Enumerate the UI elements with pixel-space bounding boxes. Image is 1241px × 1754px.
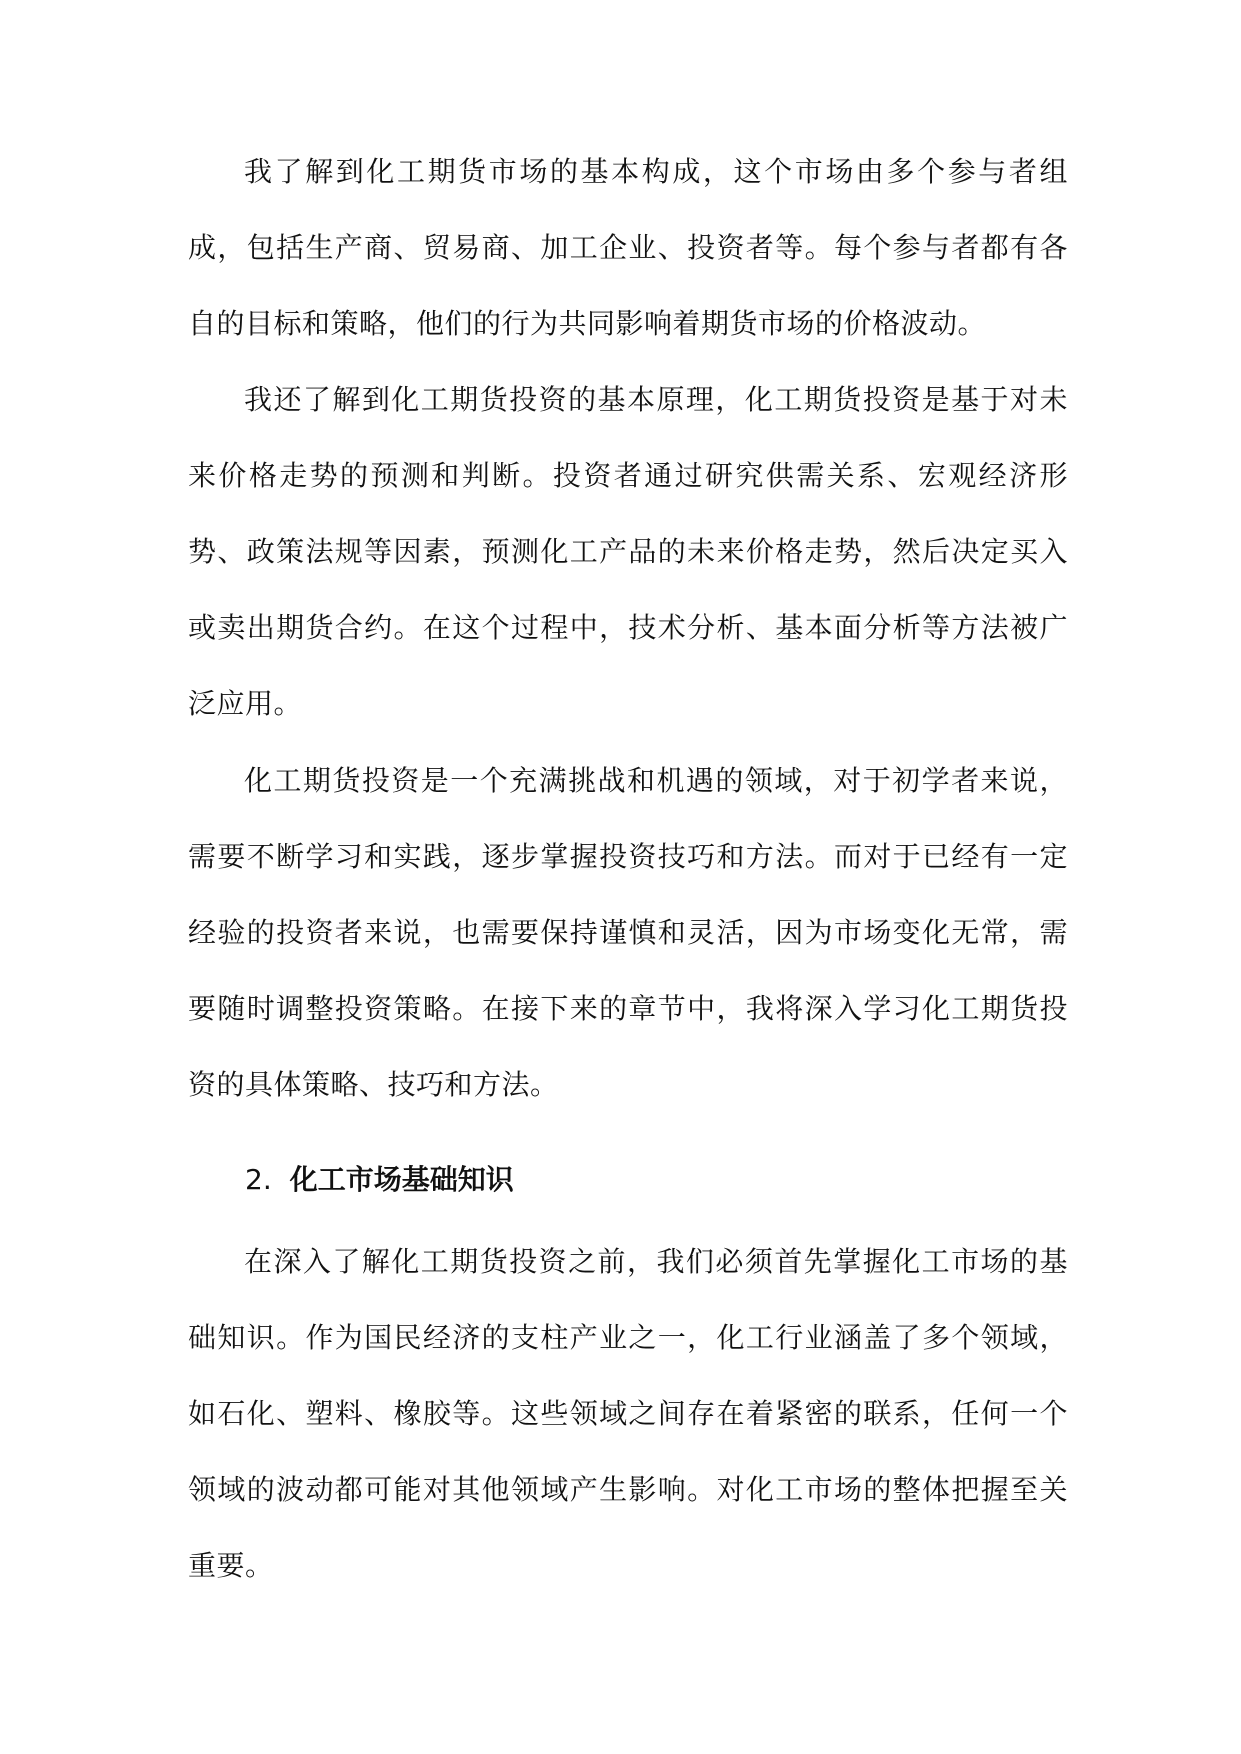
paragraph-challenges-opportunities: 化工期货投资是一个充满挑战和机遇的领域，对于初学者来说，需要不断学习和实践，逐步掌握投资技巧和方法。而对于已经有一定经验的投资者来说，也需要保持谨慎和灵活，因为市场变化无常，需要随时调整投资策略。在接下来的章节中，我将深入学习化工期货投资的具体策略、技巧和方法。	[188, 764, 1068, 1101]
paragraph-investment-principles: 我还了解到化工期货投资的基本原理，化工期货投资是基于对未来价格走势的预测和判断。投资者通过研究供需关系、宏观经济形势、政策法规等因素，预测化工产品的未来价格走势，然后决定买入或卖出期货合约。在这个过程中，技术分析、基本面分析等方法被广泛应用。	[188, 383, 1068, 720]
section-title: 化工市场基础知识	[289, 1163, 514, 1196]
section-number: 2.	[245, 1163, 272, 1196]
section-heading	[245, 1142, 514, 1218]
paragraph-market-basics: 在深入了解化工期货投资之前，我们必须首先掌握化工市场的基础知识。作为国民经济的支柱产业之一，化工行业涵盖了多个领域，如石化、塑料、橡胶等。这些领域之间存在着紧密的联系，任何一个领域的波动都可能对其他领域产生影响。对化工市场的整体把握至关重要。	[188, 1245, 1068, 1582]
paragraph-market-composition: 我了解到化工期货市场的基本构成，这个市场由多个参与者组成，包括生产商、贸易商、加工企业、投资者等。每个参与者都有各自的目标和策略，他们的行为共同影响着期货市场的价格波动。	[188, 155, 1068, 340]
